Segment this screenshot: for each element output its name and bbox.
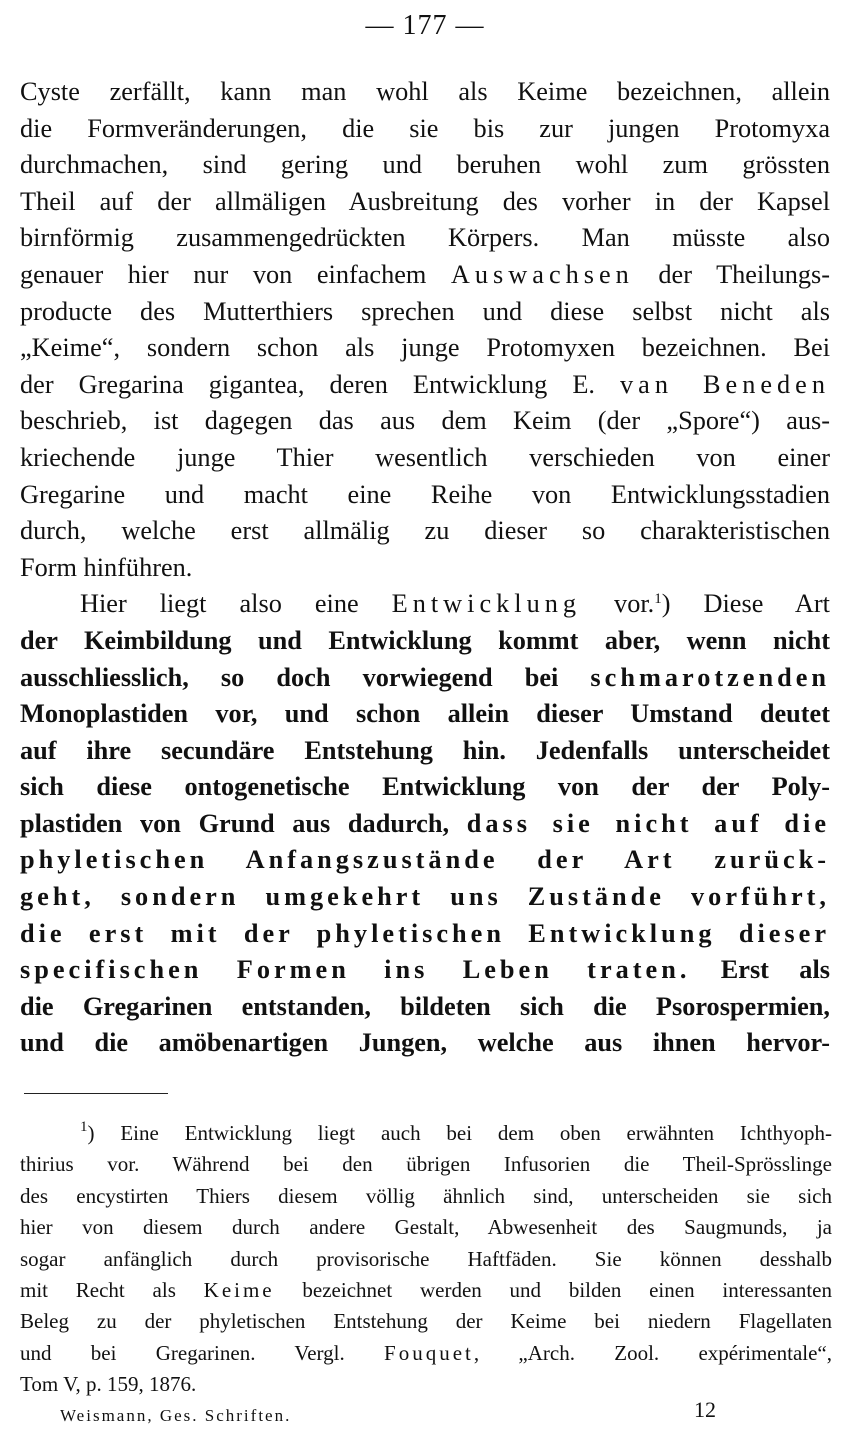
- sheet-number: 12: [694, 1397, 716, 1422]
- footnote-line: thirius vor. Während bei den übrigen Infusorien die Theil-Sprösslinge: [20, 1152, 832, 1177]
- text-line: producte des Mutterthiers sprechen und diese selbst nicht als: [20, 296, 830, 326]
- footnote-marker: 1: [80, 1119, 88, 1135]
- text-line: [20, 586, 830, 623]
- text-line: Form hinführen.: [20, 552, 193, 582]
- text-segment: plastiden von Grund aus dadurch,: [20, 808, 467, 838]
- text-segment: ) Eine Entwicklung liegt auch bei dem oben erwähnten Ichthyoph-: [87, 1121, 832, 1145]
- footnotes: [20, 1118, 832, 1401]
- text-segment: Erst als: [690, 955, 830, 985]
- text-line: beschrieb, ist dagegen das aus dem Keim (der „Spore“) aus-: [20, 406, 830, 436]
- spaced-emphasis: Keime: [203, 1278, 275, 1303]
- spaced-emphasis: schmarotzenden: [590, 662, 830, 692]
- spaced-emphasis: specifischen Formen ins Leben traten.: [20, 955, 691, 985]
- text-line: phyletischen Anfangszustände der Art zurück-: [20, 845, 830, 875]
- spaced-emphasis: Entwicklung: [391, 589, 582, 619]
- spaced-emphasis: dass sie nicht auf die: [466, 808, 830, 838]
- text-line: [20, 257, 830, 294]
- text-segment: vor.: [581, 589, 655, 619]
- footnote-ref: 1: [654, 591, 662, 608]
- text-line: [20, 660, 830, 697]
- text-segment: genauer hier nur von einfachem: [20, 259, 451, 289]
- text-segment: der Theilungs-: [633, 259, 830, 289]
- page-number: — 177 —: [365, 10, 485, 41]
- text-line: Gregarine und macht eine Reihe von Entwicklungsstadien: [20, 479, 830, 509]
- text-segment: der Gregarina gigantea, deren Entwicklung E.: [20, 369, 620, 399]
- text-segment: bezeichnet werden und bilden einen interessanten: [274, 1278, 832, 1303]
- text-segment: ) Diese Art: [661, 589, 830, 619]
- text-line: Theil auf der allmäligen Ausbreitung des vorher in der Kapsel: [20, 186, 830, 216]
- footnote-line: [20, 1275, 832, 1306]
- text-line: die erst mit der phyletischen Entwicklung dieser: [20, 918, 830, 948]
- text-line: birnförmig zusammengedrückten Körpers. Man müsste also: [20, 223, 830, 253]
- text-line: und die amöbenartigen Jungen, welche aus ihnen hervor-: [20, 1028, 830, 1058]
- text-line: Monoplastiden vor, und schon allein dieser Umstand deutet: [20, 699, 830, 729]
- text-segment: mit Recht als: [20, 1278, 204, 1303]
- spaced-emphasis: Auswachsen: [450, 259, 634, 289]
- spaced-emphasis: van Beneden: [620, 369, 831, 399]
- text-line: durchmachen, sind gering und beruhen wohl zum grössten: [20, 150, 830, 180]
- text-segment: , „Arch. Zool. expérimentale“,: [473, 1340, 832, 1365]
- text-segment: Hier liegt also eine: [80, 589, 392, 619]
- text-line: kriechende junge Thier wesentlich verschieden von einer: [20, 442, 830, 472]
- footnote-divider: [24, 1093, 168, 1094]
- text-line: auf ihre secundäre Entstehung hin. Jedenfalls unterscheidet: [20, 735, 830, 765]
- footnote-line: hier von diesem durch andere Gestalt, Abwesenheit des Saugmunds, ja: [20, 1215, 832, 1240]
- text-line: Cyste zerfällt, kann man wohl als Keime bezeichnen, allein: [20, 77, 830, 106]
- text-segment: und bei Gregarinen. Vergl.: [20, 1340, 385, 1365]
- text-line: [20, 806, 830, 843]
- text-line: [20, 367, 830, 404]
- footnote-line: des encystirten Thiers diesem völlig ähnlich sind, unterscheiden sie sich: [20, 1183, 832, 1208]
- footnote-line: [20, 1118, 832, 1149]
- text-line: [20, 952, 830, 989]
- text-segment: ausschliesslich, so doch vorwiegend bei: [20, 662, 591, 692]
- text-line: der Keimbildung und Entwicklung kommt aber, wenn nicht: [20, 625, 830, 655]
- footnote-line: [20, 1338, 832, 1369]
- printer-signature: Weismann, Ges. Schriften.: [60, 1406, 292, 1425]
- spaced-emphasis: Fouquet: [384, 1340, 474, 1365]
- text-line: durch, welche erst allmälig zu dieser so charakteristischen: [20, 516, 830, 546]
- text-line: sich diese ontogenetische Entwicklung von der der Poly-: [20, 772, 830, 802]
- main-text: [20, 74, 830, 1062]
- text-line: geht, sondern umgekehrt uns Zustände vorführt,: [20, 882, 830, 912]
- text-line: die Formveränderungen, die sie bis zur jungen Protomyxa: [20, 113, 830, 143]
- text-line: die Gregarinen entstanden, bildeten sich die Psorospermien,: [20, 991, 830, 1021]
- footnote-line: sogar anfänglich durch provisorische Haftfäden. Sie können desshalb: [20, 1246, 832, 1271]
- footnote-line: Tom V, p. 159, 1876.: [20, 1372, 197, 1397]
- text-line: „Keime“, sondern schon als junge Protomyxen bezeichnen. Bei: [20, 333, 830, 363]
- footnote-line: Beleg zu der phyletischen Entstehung der Keime bei niedern Flagellaten: [20, 1309, 832, 1334]
